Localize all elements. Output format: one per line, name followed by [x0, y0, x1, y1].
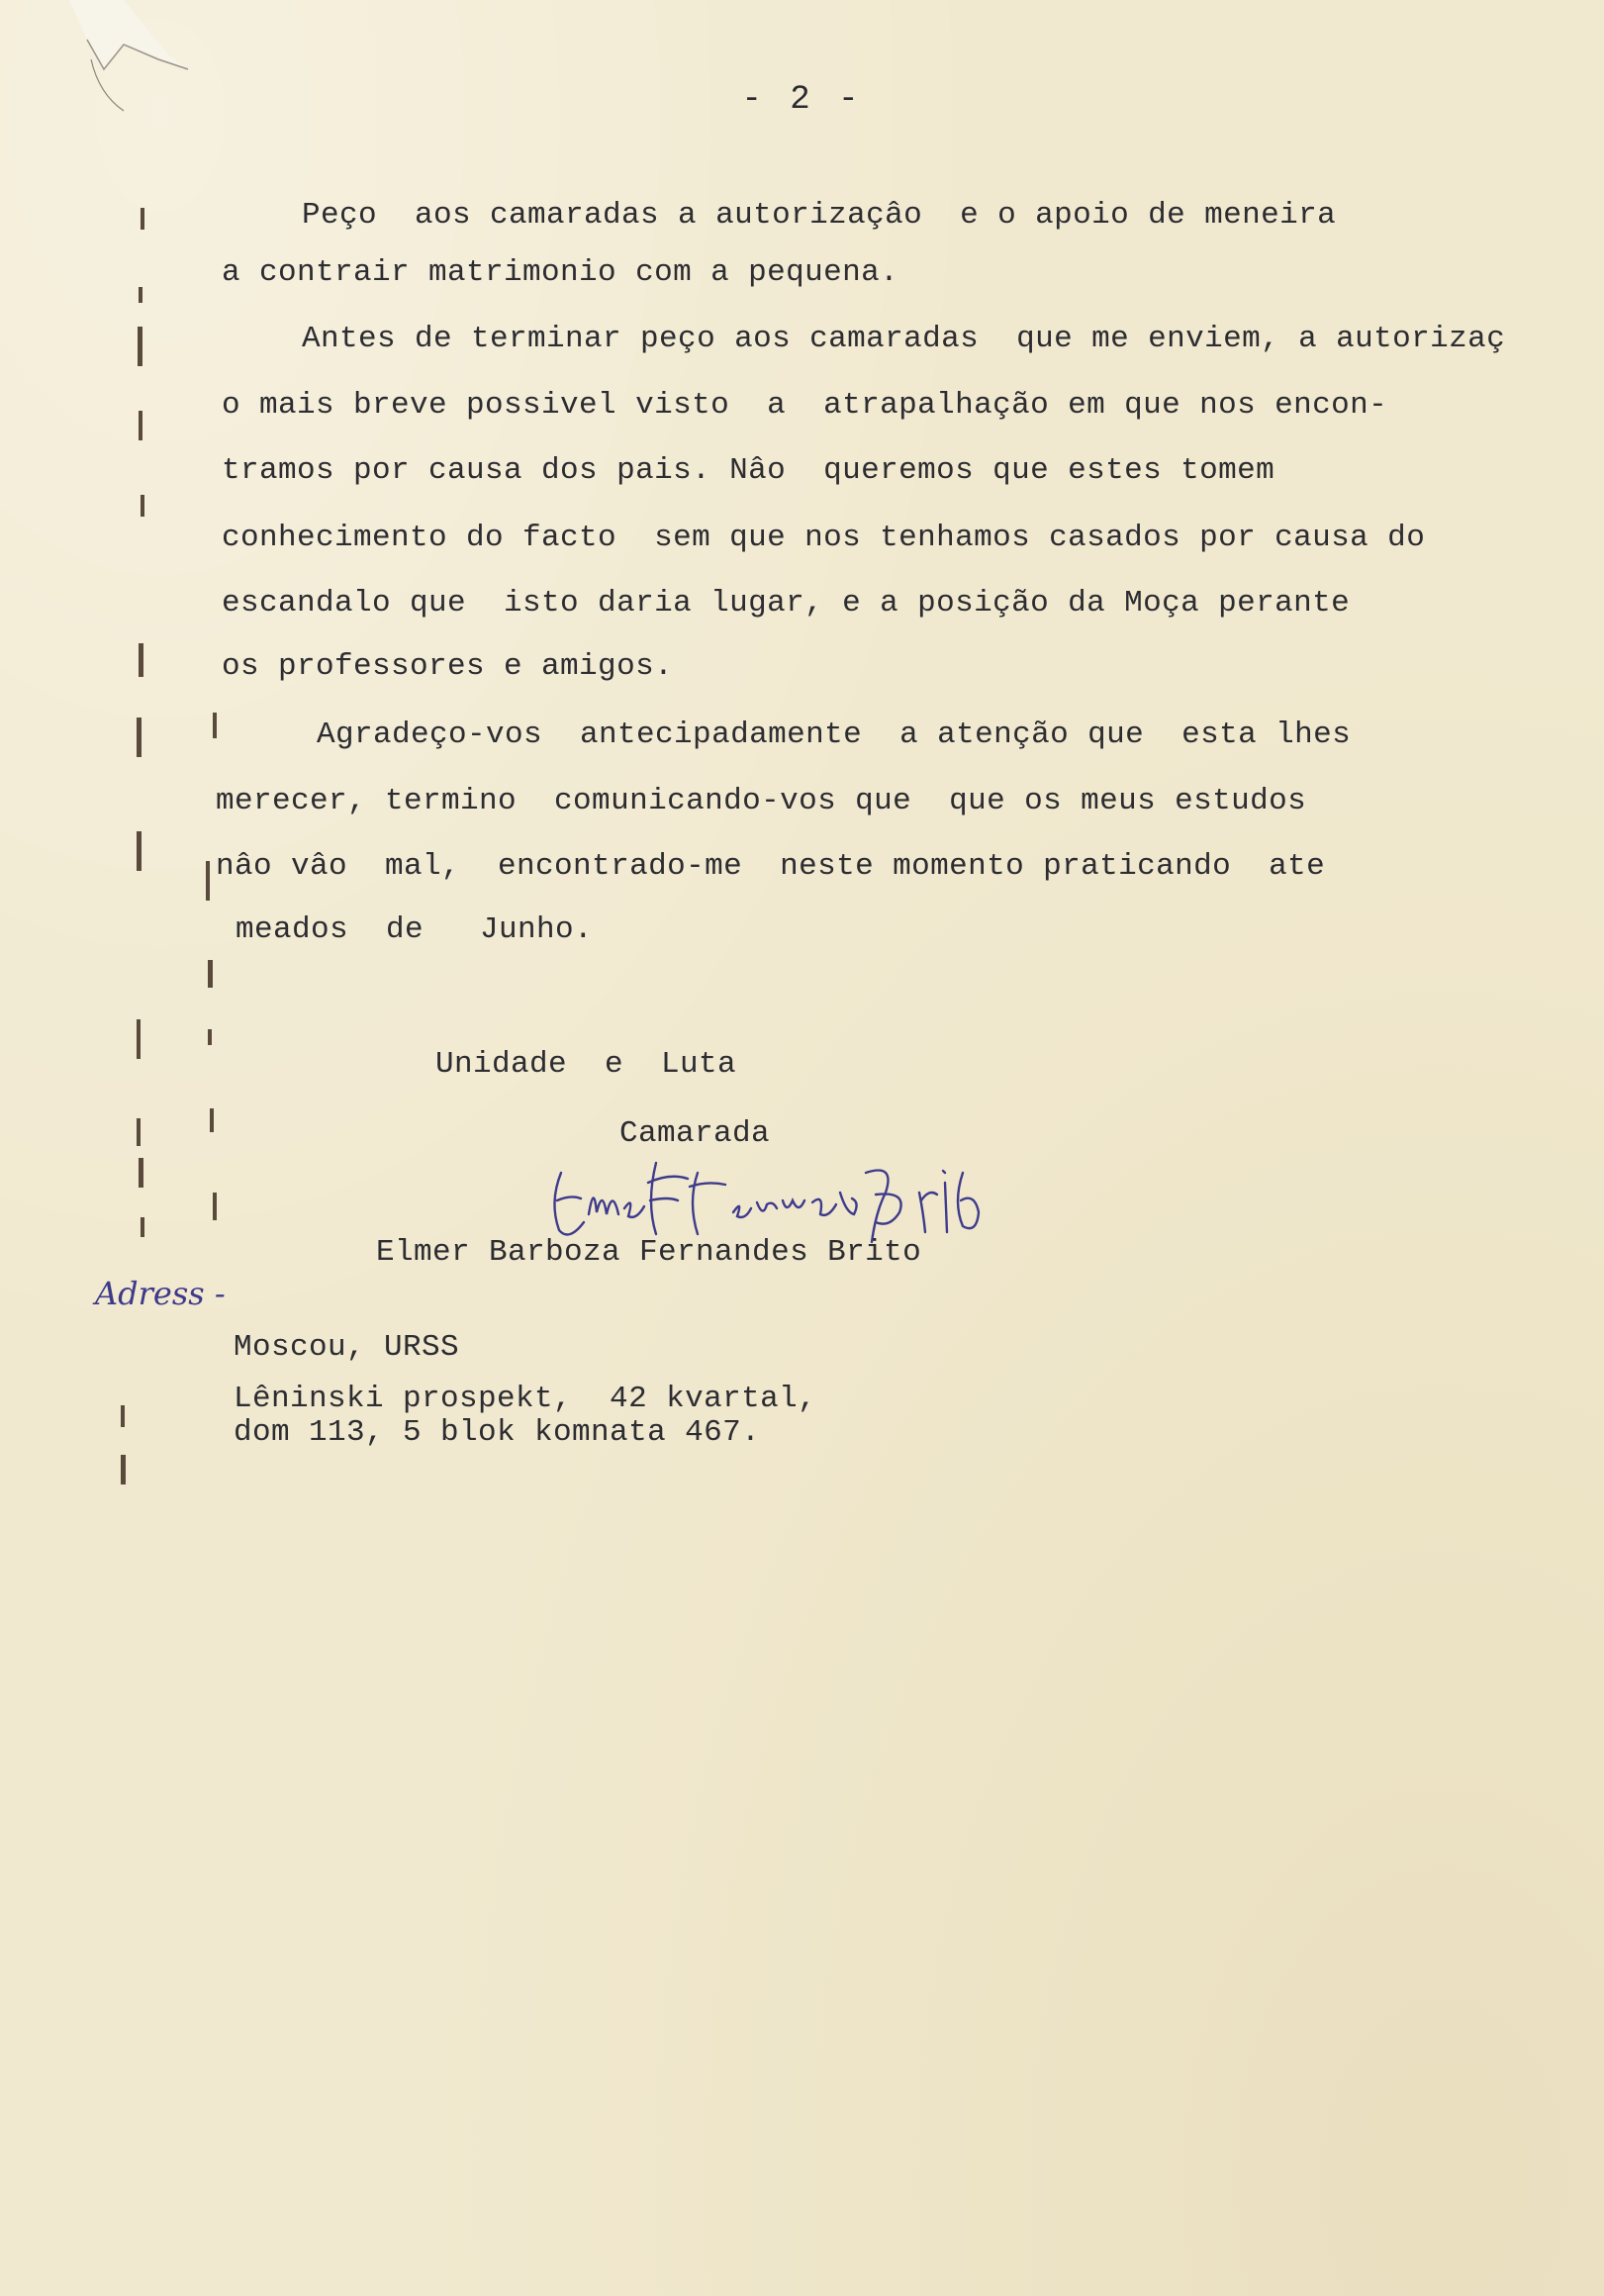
- closing-salutation: Camarada: [619, 1116, 771, 1151]
- body-line: o mais breve possivel visto a atrapalhação em que nos encon-: [222, 388, 1388, 423]
- body-line: os professores e amigos.: [222, 649, 674, 684]
- body-line: Agradeço-vos antecipadamente a atenção que esta lhes: [317, 718, 1352, 752]
- body-line: a contrair matrimonio com a pequena.: [222, 255, 899, 290]
- address-annotation: Adress -: [95, 1275, 226, 1312]
- body-line: nâo vâo mal, encontrado-me neste momento praticando ate: [216, 849, 1326, 884]
- body-line: escandalo que isto daria lugar, e a posição da Moça perante: [222, 586, 1351, 621]
- address-line: Moscou, URSS: [234, 1330, 460, 1365]
- signatory-name: Elmer Barboza Fernandes Brito: [376, 1235, 922, 1270]
- body-line: merecer, termino comunicando-vos que que os meus estudos: [216, 784, 1307, 818]
- body-line: conhecimento do facto sem que nos tenhamos casados por causa do: [222, 521, 1426, 555]
- address-line: dom 113, 5 blok komnata 467.: [234, 1415, 761, 1450]
- body-line: Peço aos camaradas a autorizaçâo e o apoio de meneira: [302, 198, 1337, 233]
- closing-motto: Unidade e Luta: [435, 1047, 737, 1082]
- body-line: meados de Junho.: [236, 912, 594, 947]
- address-line: Lêninski prospekt, 42 kvartal,: [234, 1382, 817, 1416]
- page-number: - 2 -: [741, 81, 863, 119]
- margin-ink-marks: [119, 178, 237, 1514]
- body-line: Antes de terminar peço aos camaradas que me enviem, a autorizaç: [302, 322, 1506, 356]
- body-line: tramos por causa dos pais. Nâo queremos que estes tomem: [222, 453, 1275, 488]
